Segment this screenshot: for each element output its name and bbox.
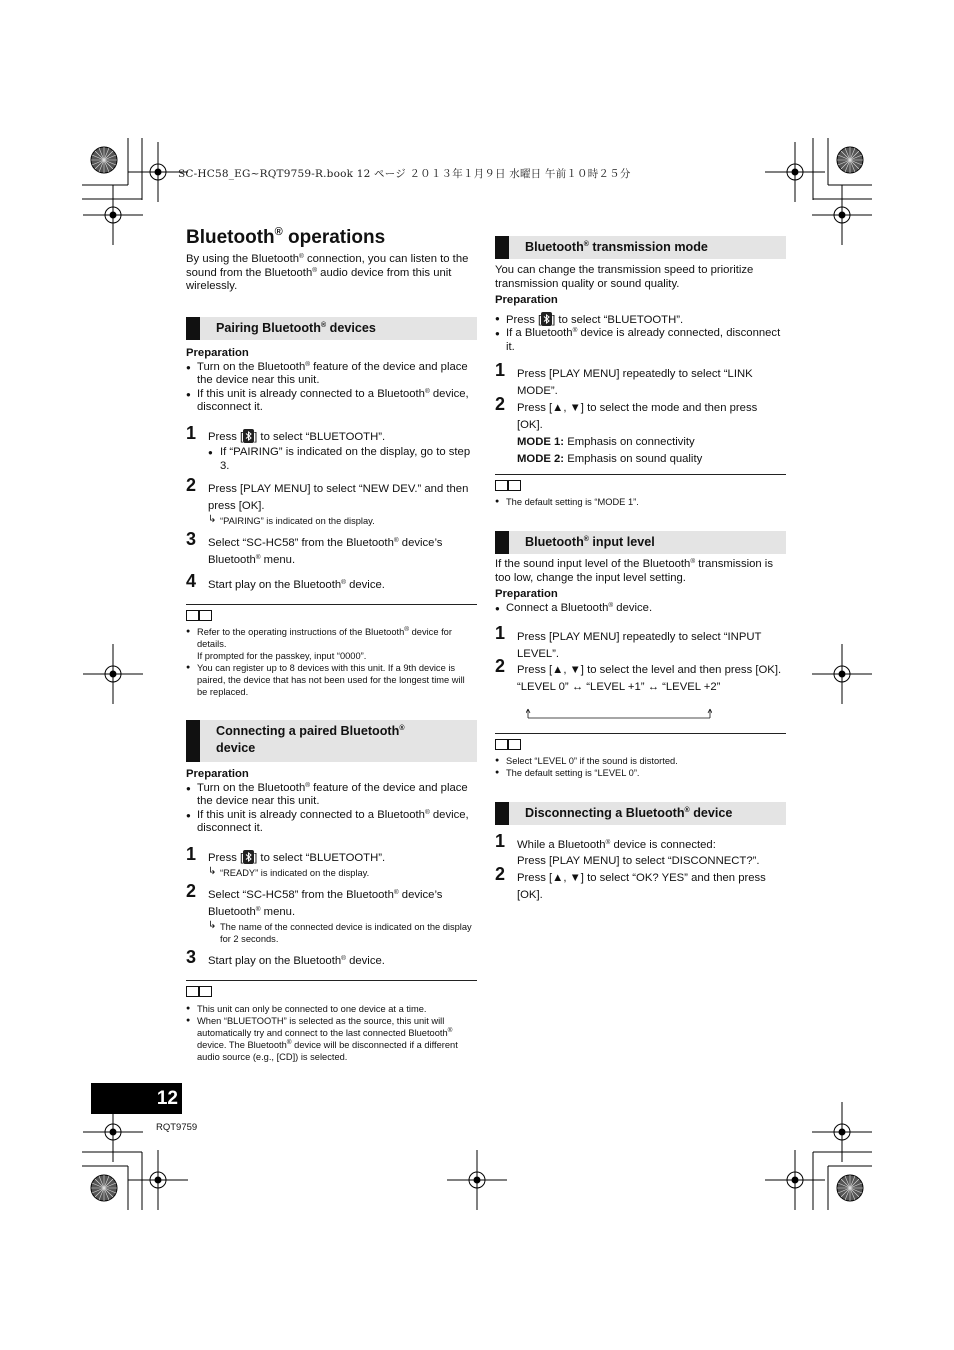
result-note: ↳ The name of the connected device is indicated on the display for 2 seconds.	[186, 921, 477, 945]
result-note: ↳ “PAIRING” is indicated on the display.	[186, 515, 477, 527]
disconnecting-step-1: 1 While a Bluetooth® device is connected: Press [PLAY MENU] to select “DISCONNECT?”.	[495, 831, 760, 867]
transmission-preparation	[495, 294, 786, 354]
transmission-notes	[495, 496, 786, 508]
section-heading-input-level: Bluetooth® input level	[495, 531, 786, 554]
list-item: ● When “BLUETOOTH” is selected as the source, this unit will automatically try and connect to the last connected Bluetooth® device. The Bluetooth® device will be disconnected if a different audio source (e.g., [CD]) is selected.	[186, 1015, 477, 1063]
connecting-step-1: 1 Press [ ] to select “BLUETOOTH”. ↳ “READY” is indicated on the display.	[186, 850, 477, 879]
preparation-label: Preparation	[495, 588, 558, 600]
list-item: ● The default setting is “LEVEL 0”.	[495, 767, 786, 779]
divider	[495, 733, 786, 734]
level-cycle-sequence: “LEVEL 0” ↔ “LEVEL +1” ↔ “LEVEL +2”	[517, 681, 721, 693]
mode-2-description: MODE 2: Emphasis on sound quality	[517, 453, 703, 465]
page-title: Bluetooth® operations	[186, 226, 386, 248]
divider	[186, 604, 477, 605]
input-level-notes	[495, 755, 786, 779]
list-item: ● The default setting is “MODE 1”.	[495, 496, 786, 508]
list-item: ● Connect a Bluetooth® device.	[495, 602, 786, 616]
right-column	[495, 236, 786, 936]
disconnecting-step-2: 2 Press [▲, ▼] to select “OK? YES” and then press [OK].	[495, 864, 766, 901]
note-book-icon	[495, 739, 521, 750]
mode-1-description: MODE 1: Emphasis on connectivity	[517, 436, 695, 448]
bluetooth-icon	[243, 429, 254, 443]
preparation-label: Preparation	[186, 768, 249, 780]
divider	[186, 980, 477, 981]
list-item: ● You can register up to 8 devices with this unit. If a 9th device is paired, the device that has not been used for the longest time will be replaced.	[186, 662, 477, 698]
note-book-icon	[186, 610, 212, 621]
bluetooth-icon	[243, 850, 254, 864]
intro-paragraph: By using the Bluetooth® connection, you can listen to the sound from the Bluetooth® audio device from this unit wirelessly.	[186, 253, 469, 293]
pairing-step-4: 4 Start play on the Bluetooth® device.	[186, 571, 385, 591]
print-file-header: SC-HC58_EG~RQT9759-R.book 12 ページ ２０１３年１月９日 水曜日 午前１０時２５分	[178, 168, 631, 180]
list-item: ● If a Bluetooth® device is already connected, disconnect it.	[495, 327, 786, 354]
model-code: RQT9759	[156, 1122, 198, 1133]
list-item: ● If this unit is already connected to a Bluetooth® device, disconnect it.	[186, 809, 477, 836]
preparation-label: Preparation	[495, 294, 558, 306]
input-level-step-2: 2 Press [▲, ▼] to select the level and then press [OK]. “LEVEL 0” ↔ “LEVEL +1” ↔ “LEVEL +2”	[495, 662, 786, 696]
section-heading-pairing: Pairing Bluetooth® devices	[186, 317, 477, 340]
connecting-notes	[186, 1003, 477, 1063]
list-item: ● Turn on the Bluetooth® feature of the device and place the device near this unit.	[186, 782, 477, 809]
preparation-label: Preparation	[186, 347, 249, 359]
list-item: ● If “PAIRING” is indicated on the display, go to step 3.	[186, 446, 477, 473]
pairing-notes	[186, 626, 477, 698]
cycle-return-arrow	[526, 708, 712, 720]
pairing-step-2: 2 Press [PLAY MENU] to select “NEW DEV.” and then press [OK]. ↳ “PAIRING” is indicated on the display.	[186, 481, 477, 527]
list-item: ● This unit can only be connected to one device at a time.	[186, 1003, 477, 1015]
input-level-step-1: 1 Press [PLAY MENU] repeatedly to select “INPUT LEVEL”.	[495, 623, 762, 660]
divider	[495, 474, 786, 475]
section-heading-disconnecting: Disconnecting a Bluetooth® device	[495, 802, 786, 825]
bluetooth-icon	[541, 312, 552, 326]
list-item: ● Turn on the Bluetooth® feature of the device and place the device near this unit.	[186, 361, 477, 388]
transmission-step-2: 2 Press [▲, ▼] to select the mode and then press [OK]. MODE 1: Emphasis on connectivity MODE 2: Emphasis on sound quality	[495, 400, 786, 468]
connecting-step-2: 2 Select “SC-HC58” from the Bluetooth® device’s Bluetooth® menu. ↳ The name of the connected device is indicated on the display for 2 seconds.	[186, 887, 477, 945]
pairing-preparation	[186, 347, 477, 415]
input-level-intro: If the sound input level of the Bluetooth® transmission is too low, change the input level setting.	[495, 558, 773, 584]
list-item: ● Select “LEVEL 0” if the sound is distorted.	[495, 755, 786, 767]
pairing-step-1: 1 Press [ ] to select “BLUETOOTH”. ● If “PAIRING” is indicated on the display, go to step 3.	[186, 429, 477, 473]
connecting-step-3: 3 Start play on the Bluetooth® device.	[186, 947, 385, 967]
transmission-step-1: 1 Press [PLAY MENU] repeatedly to select “LINK MODE”.	[495, 360, 753, 397]
page-number: 12	[91, 1083, 182, 1114]
section-heading-transmission-mode: Bluetooth® transmission mode	[495, 236, 786, 259]
section-heading-connecting: Connecting a paired Bluetooth® device	[186, 720, 477, 762]
list-item: ● Press [ ] to select “BLUETOOTH”.	[495, 312, 786, 328]
input-level-preparation	[495, 588, 786, 615]
list-item: ● If this unit is already connected to a Bluetooth® device, disconnect it.	[186, 388, 477, 415]
note-book-icon	[186, 986, 212, 997]
pairing-step-3: 3 Select “SC-HC58” from the Bluetooth® device’s Bluetooth® menu.	[186, 529, 443, 566]
result-note: ↳ “READY” is indicated on the display.	[186, 867, 477, 879]
connecting-preparation	[186, 768, 477, 836]
left-column	[186, 253, 477, 1083]
list-item: ● Refer to the operating instructions of the Bluetooth® device for details. If prompted for the passkey, input “0000”.	[186, 626, 477, 662]
note-book-icon	[495, 480, 521, 491]
transmission-intro: You can change the transmission speed to prioritize transmission quality or sound quality.	[495, 264, 754, 290]
